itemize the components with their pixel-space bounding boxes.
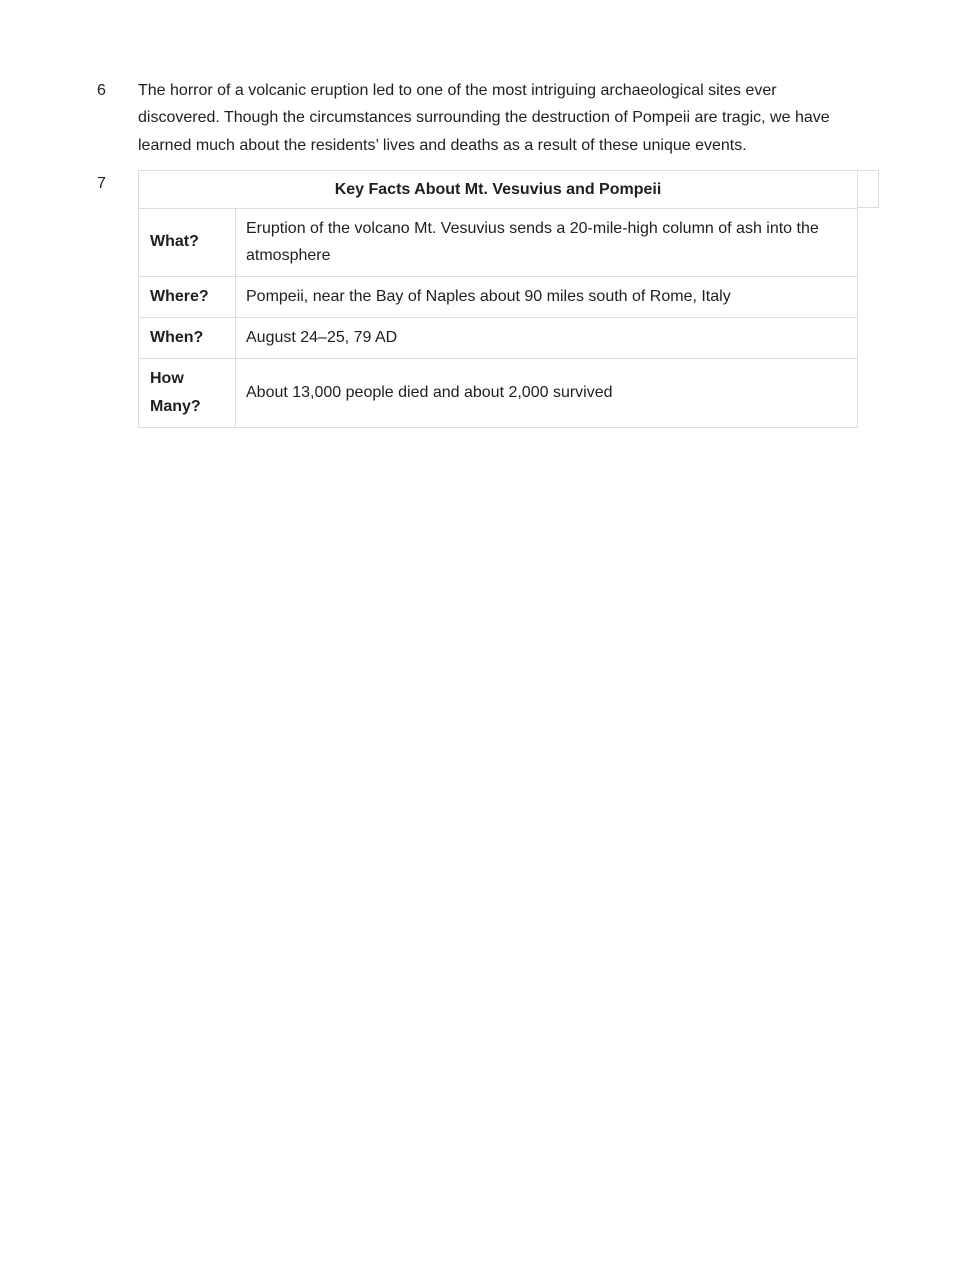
table-row [139, 209, 858, 277]
table-row [139, 276, 858, 317]
row-label: How Many? [139, 358, 236, 427]
table-row [139, 317, 858, 358]
row-value: Eruption of the volcano Mt. Vesuvius sends a 20-mile-high column of ash into the atmosphere [236, 209, 858, 277]
table-header-row [139, 171, 858, 209]
paragraph-number: 7 [97, 175, 106, 192]
key-facts-table [138, 170, 858, 428]
row-value: Pompeii, near the Bay of Naples about 90 miles south of Rome, Italy [236, 276, 858, 317]
paragraph-number: 6 [97, 82, 106, 99]
row-value: August 24–25, 79 AD [236, 317, 858, 358]
row-label: When? [139, 317, 236, 358]
table-row [139, 358, 858, 427]
paragraph-text: The horror of a volcanic eruption led to one of the most intriguing archaeological sites ever discovered. Though the circumstances surrounding the destruction of Pompeii are tragic, we have learned much about the residents’ lives and deaths as a result of these unique events. [138, 82, 830, 154]
empty-table-cell [857, 170, 879, 208]
row-value: About 13,000 people died and about 2,000 survived [236, 358, 858, 427]
table-title: Key Facts About Mt. Vesuvius and Pompeii [139, 171, 858, 209]
row-label: Where? [139, 276, 236, 317]
row-label: What? [139, 209, 236, 277]
